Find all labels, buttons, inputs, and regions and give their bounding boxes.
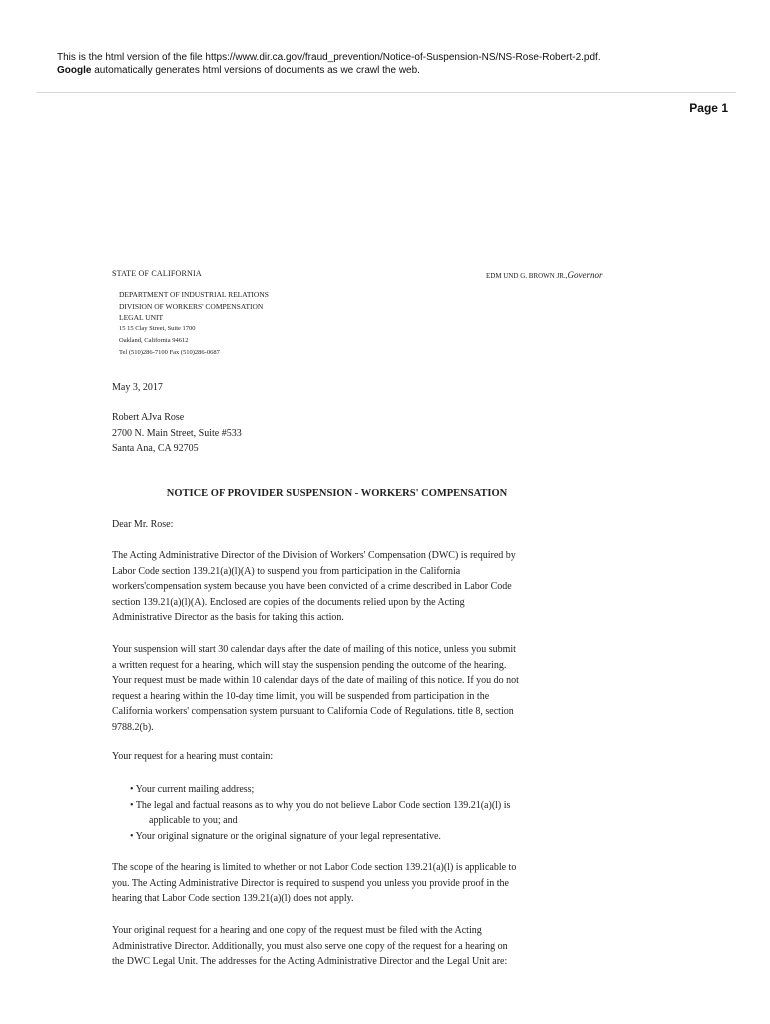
divider (36, 92, 736, 93)
paragraph-1: The Acting Administrative Director of the Division of Workers' Compensation (DWC) is required by Labor Code section 139.21(a)(l)(A) to suspend you from participation in the California workers'compensation system because you have been convicted of a crime described in Labor Code section 139.21(a)(l)(A). Enclosed are copies of the documents relied upon by the Acting Administrative Director as the basis for taking this action. (112, 550, 516, 624)
paragraph-5: Your original request for a hearing and one copy of the request must be filed with the Acting Administrative Director. Additionally, you must also serve one copy of the request for a hearing on the DWC Legal Unit. The addresses for the Acting Administrative Director and the Legal Unit are: (112, 925, 508, 968)
notice-title: NOTICE OF PROVIDER SUSPENSION - WORKERS' COMPENSATION (166, 488, 508, 499)
hearing-requirements-list (130, 782, 510, 844)
letterhead-address: 15 15 Clay Street, Suite 1700 Oakland, California 94612 Tel (510)286-7100 Fax (510)286-0687 (119, 325, 220, 356)
letterhead-state: STATE OF CALIFORNIA (112, 269, 202, 278)
banner-line-2: Google automatically generates html versions of documents as we crawl the web. (57, 65, 420, 76)
paragraph-2: Your suspension will start 30 calendar days after the date of mailing of this notice, unless you submit a written request for a hearing, which will stay the suspension pending the outcome of the hearing. Your request must be made within 10 calendar days of the date of mailing of this notice. If you do not request a hearing within the 10-day time limit, you will be suspended from participation in the California workers' compensation system pursuant to California Code of Regulations. title 8, section 9788.2(b). (112, 644, 519, 733)
list-item-continuation: applicable to you; and (149, 815, 238, 827)
cache-banner (57, 51, 601, 77)
recipient-address: Robert AJva Rose 2700 N. Main Street, Suite #533 Santa Ana, CA 92705 (112, 412, 242, 455)
list-item: • The legal and factual reasons as to why you do not believe Labor Code section 139.21(a)(l) is (130, 799, 511, 811)
letterhead-governor: EDM UND G. BROWN JR.,Governor (486, 270, 603, 280)
list-item: • Your original signature or the original signature of your legal representative. (130, 830, 441, 842)
google-label: Google (57, 65, 92, 76)
letter-date: May 3, 2017 (112, 382, 163, 393)
paragraph-3: Your request for a hearing must contain: (112, 751, 274, 762)
page-number: Page 1 (689, 101, 728, 115)
paragraph-4: The scope of the hearing is limited to whether or not Labor Code section 139.21(a)(l) is applicable to you. The Acting Administrative Director is required to suspend you unless you provide proof in the hearing that Labor Code section 139.21(a)(l) does not apply. (112, 862, 517, 905)
salutation: Dear Mr. Rose: (112, 519, 174, 530)
banner-line-1: This is the html version of the file https://www.dir.ca.gov/fraud_prevention/Notice-of-Suspension-NS/NS-Rose-Robert-2.pdf. (57, 52, 601, 63)
letterhead-department: DEPARTMENT OF INDUSTRIAL RELATIONS DIVISION OF WORKERS' COMPENSATION LEGAL UNIT (119, 290, 269, 322)
source-pdf-link[interactable]: https://www.dir.ca.gov/fraud_prevention/Notice-of-Suspension-NS/NS-Rose-Robert-2.pdf (205, 52, 598, 63)
list-item: • Your current mailing address; (130, 784, 255, 795)
